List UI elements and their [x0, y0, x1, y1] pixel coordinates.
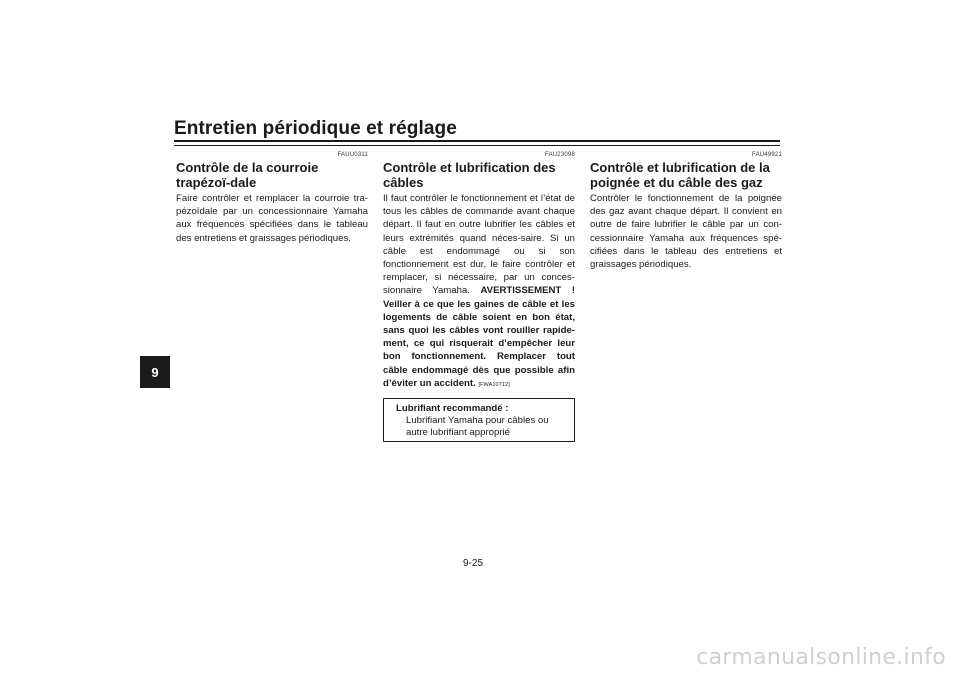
warning-text: AVERTISSEMENT ! Veiller à ce que les gaines de câble et les logements de câble soient en bon état, sans quoi les câbles vont rouiller rapide-ment, ce qui risquerait d’empêcher leur bon fonctionnement. Remplacer tout câble endommagé dès que possible afin d’éviter un accident.	[383, 285, 575, 389]
section-code: FAU49921	[752, 152, 782, 158]
page-title: Entretien périodique et réglage	[174, 118, 457, 139]
section-body-text: Il faut contrôler le fonctionnement et l’état de tous les câbles de commande avant chaque départ. Il faut en outre lubrifier les câbles et leurs extrémités quand néces-saire. Si un câble est endommagé ou si son fonctionnement est dur, le faire contrôler et remplacer, si nécessaire, par un conces-sionnaire Yamaha.	[383, 193, 575, 297]
header-rule-thick	[174, 140, 780, 142]
section-heading: Contrôle de la courroie trapézoï-dale	[176, 160, 319, 190]
section-code: FAU23098	[545, 152, 575, 158]
page-number: 9-25	[463, 558, 484, 569]
watermark: carmanualsonline.info	[696, 645, 946, 670]
section-belt-check	[176, 152, 368, 245]
spec-value: Lubrifiant Yamaha pour câbles ou autre lubrifiant approprié	[406, 415, 549, 439]
header-rule-thin	[174, 145, 780, 146]
recommended-lubricant-box	[383, 398, 575, 442]
section-body: Faire contrôler et remplacer la courroie tra-pézoïdale par un concessionnaire Yamaha aux fréquences spécifiées dans le tableau des entretiens et graissages périodiques.	[176, 193, 368, 244]
section-cable-lubrication	[383, 152, 575, 442]
section-code: FAUU0311	[337, 152, 368, 158]
chapter-tab	[140, 356, 170, 388]
spec-label: Lubrifiant recommandé :	[396, 403, 509, 415]
section-body: Contrôler le fonctionnement de la poignée des gaz avant chaque départ. Il convient en outre de faire lubrifier le câble par un con-cessionnaire Yamaha aux fréquences spé-cifiées dans le tableau des entretiens et graissages périodiques.	[590, 193, 782, 271]
section-body	[383, 192, 575, 392]
section-heading: Contrôle et lubrification des câbles	[383, 160, 556, 190]
chapter-number: 9	[151, 364, 159, 380]
warning-code: [FWA10712]	[478, 381, 510, 388]
section-heading: Contrôle et lubrification de la poignée et du câble des gaz	[590, 160, 770, 190]
section-throttle-check	[590, 152, 782, 271]
